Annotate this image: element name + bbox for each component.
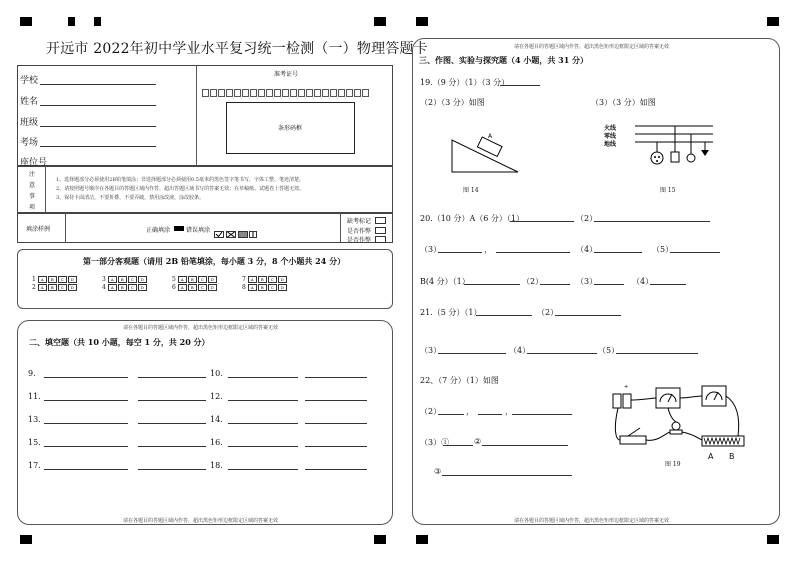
correct-fill-sample (174, 226, 184, 231)
notice-side-label-1: 注 (29, 171, 36, 178)
blank-number: 12. (210, 392, 223, 401)
part2-title: 二、填空题（共 10 小题，每空 1 分，共 20 分） (29, 337, 210, 347)
answer-blank[interactable] (305, 377, 367, 378)
figure-circuit-experiment[interactable] (598, 380, 748, 464)
q20b-3-label: （3） (576, 277, 598, 286)
answer-blank[interactable] (555, 315, 621, 316)
answer-blank[interactable] (540, 284, 570, 285)
terminal-b-label: B (729, 452, 735, 461)
fig14-caption: 图 14 (463, 187, 479, 194)
ticket-number-grid[interactable] (202, 82, 370, 101)
answer-blank[interactable] (476, 315, 532, 316)
answer-blank[interactable] (594, 252, 642, 253)
q-number: 1 (32, 276, 36, 283)
field-label-class: 班级 (20, 118, 39, 128)
answer-blank[interactable] (650, 284, 686, 285)
q-number: 3 (102, 276, 106, 283)
field-label-name: 姓名 (20, 97, 39, 107)
answer-blank[interactable] (44, 377, 128, 378)
answer-blank[interactable] (305, 423, 367, 424)
q22-comma: ， (466, 407, 474, 416)
fig19-caption: 图 19 (665, 461, 681, 468)
q21-4-label: （4） (509, 346, 531, 355)
blank-number: 10. (210, 369, 223, 378)
answer-blank[interactable] (138, 469, 206, 470)
registration-mark (416, 17, 428, 26)
absent-label: 是否作弊 (347, 237, 372, 244)
q-number: 4 (102, 284, 106, 291)
answer-blank[interactable] (305, 446, 367, 447)
q21-2-label: （2） (537, 308, 559, 317)
registration-mark (374, 17, 386, 26)
q-number: 5 (172, 276, 176, 283)
field-label-school: 学校 (20, 76, 39, 86)
figure-household-circuit[interactable] (605, 120, 715, 182)
notice-side-label-2: 意 (29, 182, 36, 189)
field-label-seat: 座位号 (20, 158, 48, 168)
blank-number: 11. (28, 392, 41, 401)
notice-side-label-3: 事 (29, 193, 36, 200)
blank-number: 17. (28, 461, 41, 470)
notice-item-2: 2、请按照题号顺序在各题目的答题区域内作答，超出答题区域书写的答案无效；在草稿纸、试题卷上答题无效。 (56, 186, 305, 192)
q21-label: 21.（5 分）（1） (420, 308, 482, 317)
field-label-exam-room: 考场 (20, 138, 39, 148)
registration-mark (767, 535, 779, 544)
terminal-a-label: A (708, 452, 714, 461)
q22-3-label: （3）① (420, 438, 450, 447)
answer-blank[interactable] (438, 353, 506, 354)
blank-number: 15. (28, 438, 41, 447)
registration-mark (374, 535, 386, 544)
q20-3-label: （3） (420, 245, 442, 254)
footer-note: 请在各题目的答题区域内作答，超出黑色矩形边框限定区域的答案无效 (123, 325, 279, 331)
answer-blank[interactable] (464, 284, 520, 285)
answer-blank[interactable] (305, 469, 367, 470)
answer-blank[interactable] (443, 445, 473, 446)
answer-blank[interactable] (44, 446, 128, 447)
q20-comma: ， (484, 245, 492, 254)
q22-label: 22、（7 分）（1）如图 (420, 376, 499, 385)
q-number: 6 (172, 284, 176, 291)
name-input[interactable] (40, 105, 156, 106)
answer-blank[interactable] (512, 414, 572, 415)
notice-side-label-4: 项 (29, 204, 36, 211)
q20-5-label: （5） (652, 245, 674, 254)
answer-blank[interactable] (44, 469, 128, 470)
fig15-caption: 图 15 (660, 187, 676, 194)
answer-blank[interactable] (527, 353, 597, 354)
registration-mark (767, 17, 779, 26)
answer-blank[interactable] (478, 414, 502, 415)
q22-2-label: （2） (420, 407, 442, 416)
q20b-4-label: （4） (632, 277, 654, 286)
cheat-label: 是否作弊 (347, 228, 372, 235)
q21-3-label: （3） (420, 346, 442, 355)
barcode-label: 条形码框 (278, 125, 303, 132)
answer-blank[interactable] (138, 400, 206, 401)
answer-blank[interactable] (510, 221, 574, 222)
answer-blank[interactable] (228, 400, 298, 401)
correct-fill-label: 正确填涂 (146, 227, 171, 234)
answer-blank[interactable] (438, 414, 464, 415)
exam-room-input[interactable] (40, 146, 156, 147)
answer-blank[interactable] (44, 400, 128, 401)
answer-blank[interactable] (228, 377, 298, 378)
answer-blank[interactable] (594, 284, 624, 285)
cheat-checkbox[interactable] (375, 227, 386, 234)
q-number: 2 (32, 284, 36, 291)
figure-incline[interactable] (450, 128, 520, 178)
registration-mark (20, 535, 32, 544)
q20-2-label: （2） (576, 214, 598, 223)
part3-title: 三、作图、实验与探究题（4 小题，共 31 分） (419, 55, 589, 65)
answer-blank[interactable] (138, 446, 206, 447)
notice-item-3: 3、保持卡面清洁，不要折叠、不要弄破，禁用涂改液，涂改胶条。 (56, 195, 205, 201)
answer-blank[interactable] (594, 221, 710, 222)
registration-mark (20, 17, 32, 26)
answer-blank[interactable] (305, 400, 367, 401)
q19-label: 19.（9 分）（1）（3 分） (420, 78, 510, 87)
answer-blank[interactable] (44, 423, 128, 424)
missing-mark-checkbox[interactable] (375, 217, 386, 224)
footer-note: 请在各题目的答题区域内作答，超出黑色矩形边框限定区域的答案无效 (123, 518, 279, 524)
wrong-fill-samples (214, 224, 258, 243)
registration-mark (416, 535, 428, 544)
answer-blank[interactable] (496, 252, 570, 253)
q19-3-label: （3）（3 分）如图 (591, 98, 656, 107)
answer-blank[interactable] (482, 445, 568, 446)
q21-5-label: （5） (598, 346, 620, 355)
q19-2-label: （2）（3 分）如图 (420, 98, 485, 107)
answer-blank[interactable] (138, 423, 206, 424)
q22-3b-label: ② (474, 437, 482, 446)
answer-blank[interactable] (616, 353, 698, 354)
q20-label: 20.（10 分）A（6 分）（1） (420, 214, 524, 223)
q-number: 8 (242, 284, 246, 291)
footer-note: 请在各题目的答题区域内作答，超出黑色矩形边框限定区域的答案无效 (514, 44, 670, 50)
wire-label-ground: 地线 (604, 141, 617, 148)
q22-comma: ， (505, 407, 513, 416)
footer-note: 请在各题目的答题区域内作答，超出黑色矩形边框限定区域的答案无效 (514, 518, 670, 524)
registration-mark (94, 17, 101, 26)
fill-sample-label: 填涂样例 (26, 226, 51, 233)
missing-mark-label: 缺考标记 (347, 218, 372, 225)
svg-text:A: A (488, 133, 493, 140)
school-input[interactable] (40, 84, 156, 85)
blank-number: 9. (28, 369, 36, 378)
ticket-number-label: 准考证号 (274, 71, 299, 78)
q-number: 7 (242, 276, 246, 283)
answer-blank[interactable] (438, 252, 482, 253)
answer-blank[interactable] (670, 252, 720, 253)
q22-3c-label: ③ (434, 467, 442, 476)
blank-number: 14. (210, 415, 223, 424)
wire-label-neutral: 零线 (604, 133, 617, 140)
blank-number: 18. (210, 461, 223, 470)
absent-checkbox[interactable] (375, 236, 386, 243)
blank-number: 13. (28, 415, 41, 424)
q20-4-label: （4） (576, 245, 598, 254)
q20b-label: B(4 分）（1） (420, 277, 470, 286)
q20b-2-label: （2） (522, 277, 544, 286)
answer-blank[interactable] (228, 469, 298, 470)
answer-blank[interactable] (228, 423, 298, 424)
page-title: 开远市 2022年初中学业水平复习统一检测（一）物理答题卡 (46, 41, 428, 57)
class-input[interactable] (40, 126, 156, 127)
part1-title: 第一部分客观题（请用 2B 铅笔填涂，每小题 3 分，8 个小题共 24 分） (83, 256, 346, 266)
notice-item-1: 1、选择题部分必须使用2B铅笔填涂；非选择题部分必须使用0.5毫米的黑色签字笔书写，字体工整、笔迹清楚。 (56, 177, 304, 183)
svg-text:+: + (624, 384, 629, 390)
answer-blank[interactable] (138, 377, 206, 378)
answer-blank[interactable] (228, 446, 298, 447)
registration-mark (68, 17, 75, 26)
blank-number: 16. (210, 438, 223, 447)
answer-blank[interactable] (500, 85, 540, 86)
answer-blank[interactable] (442, 475, 572, 476)
wrong-fill-label: 错误填涂 (186, 227, 211, 234)
wire-label-live: 火线 (604, 125, 617, 132)
